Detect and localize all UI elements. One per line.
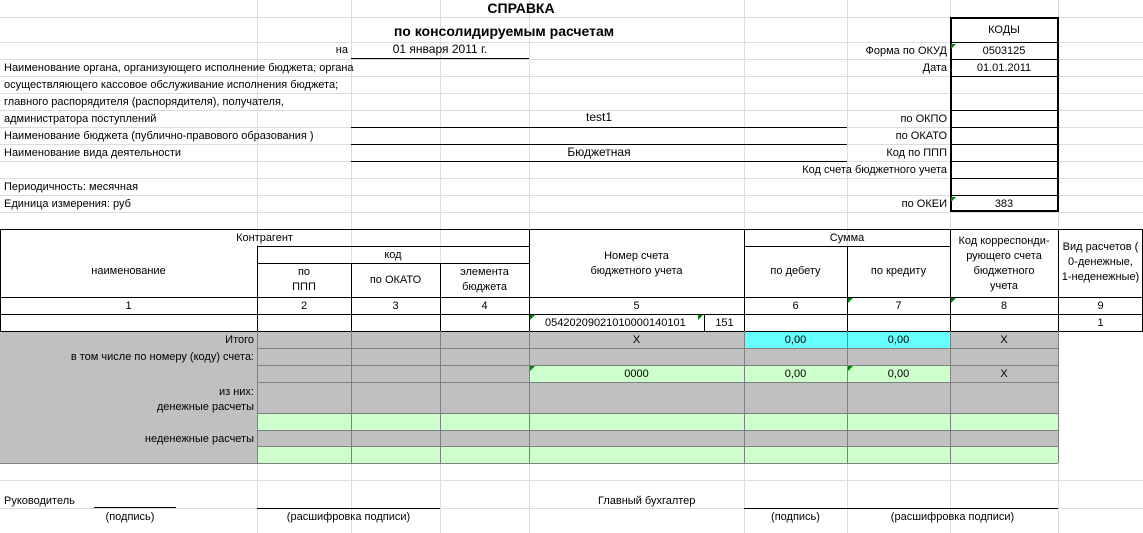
cash-label: денежные расчеты [156,401,254,413]
org-name[interactable]: test1 [585,110,612,124]
noncash-label: неденежные расчеты [144,433,254,445]
header-kind-1: Вид расчетов ( [1062,241,1139,253]
okud-value[interactable]: 0503125 [982,45,1026,57]
total-debit[interactable]: 0,00 [784,334,807,346]
header-code: код [384,249,402,261]
header-kind-3: 1-неденежные) [1061,271,1140,283]
col-number: 5 [633,300,640,312]
page-subtitle: по консолидируемым расчетам [393,23,615,39]
col-number: 9 [1097,300,1104,312]
chief-decode-caption: (расшифровка подписи) [890,511,1015,523]
unit: Единица измерения: руб [4,198,131,210]
header-okato: по ОКАТО [369,274,422,286]
header-account-2: бюджетного учета [590,265,683,277]
okato-label: по ОКАТО [895,130,947,142]
header-corr-3: бюджетного [973,265,1035,277]
header-corr-2: рующего счета [966,250,1042,262]
header-credit: по кредиту [870,265,927,277]
header-element-1: элемента [460,266,509,278]
okpo-label: по ОКПО [900,113,947,125]
sub-account[interactable]: 0000 [624,368,649,380]
chief-accountant-label: Главный бухгалтер [598,495,696,507]
header-counterparty: Контрагент [236,232,293,244]
head-label: Руководитель [4,495,75,507]
col-number: 3 [392,300,399,312]
report-date[interactable]: 01 января 2011 г. [392,42,488,56]
date-prefix: на [335,44,348,56]
budget-label: Наименование бюджета (публично-правового образования ) [4,130,314,142]
head-sign-caption: (подпись) [105,511,155,523]
total-label: Итого [225,334,254,346]
total-corr: X [1000,334,1008,346]
codes-header: КОДЫ [988,24,1020,36]
date-label: Дата [922,62,947,74]
okei-label: по ОКЕИ [901,198,947,210]
total-account: X [632,334,641,346]
sub-debit[interactable]: 0,00 [784,368,807,380]
sub-credit[interactable]: 0,00 [887,368,910,380]
header-corr-1: Код корреспонди- [958,235,1050,247]
row1-account[interactable]: 05420209021010000140101 [545,317,686,329]
of-which-label: из них: [218,386,254,398]
header-ppp-1: по [297,266,311,278]
org-label-line1: Наименование органа, организующего исполнение бюджета; органа [4,62,354,74]
header-ppp-2: ППП [292,281,316,293]
org-label-line2: осуществляющего кассовое обслуживание исполнения бюджета; [4,79,339,91]
col-number: 6 [792,300,799,312]
org-label-line3: главного распорядителя (распорядителя), получателя, [4,96,284,108]
sub-corr: X [1000,368,1008,380]
header-kind-2: 0-денежные, [1068,256,1133,268]
col-number: 2 [300,300,308,312]
budget-account-label: Код счета бюджетного учета [802,164,947,176]
okei-value[interactable]: 383 [994,198,1014,210]
periodicity: Периодичность: месячная [4,181,139,193]
header-element-2: бюджета [462,281,507,293]
header-name: наименование [91,265,166,277]
col-number: 4 [481,300,488,312]
header-account-1: Номер счета [604,250,669,262]
col-number: 7 [895,300,902,312]
activity-value[interactable]: Бюджетная [567,145,631,159]
row1-kind[interactable]: 1 [1097,317,1104,329]
including-label: в том числе по номеру (коду) счета: [70,351,254,363]
okud-label: Форма по ОКУД [865,45,947,57]
col-number: 1 [125,300,132,312]
head-decode-caption: (расшифровка подписи) [286,511,411,523]
org-label-line4: администратора поступлений [4,113,157,125]
chief-sign-caption: (подпись) [771,511,820,523]
ppp-label: Код по ППП [886,147,947,159]
col-number: 8 [1000,300,1008,312]
date-value[interactable]: 01.01.2011 [976,62,1032,74]
total-credit[interactable]: 0,00 [887,334,910,346]
header-corr-4: учета [989,280,1018,292]
header-sum: Сумма [829,232,865,244]
header-debit: по дебету [770,265,821,277]
activity-label: Наименование вида деятельности [4,147,182,159]
row1-subaccount[interactable]: 151 [715,317,734,329]
page-title: СПРАВКА [487,0,555,16]
